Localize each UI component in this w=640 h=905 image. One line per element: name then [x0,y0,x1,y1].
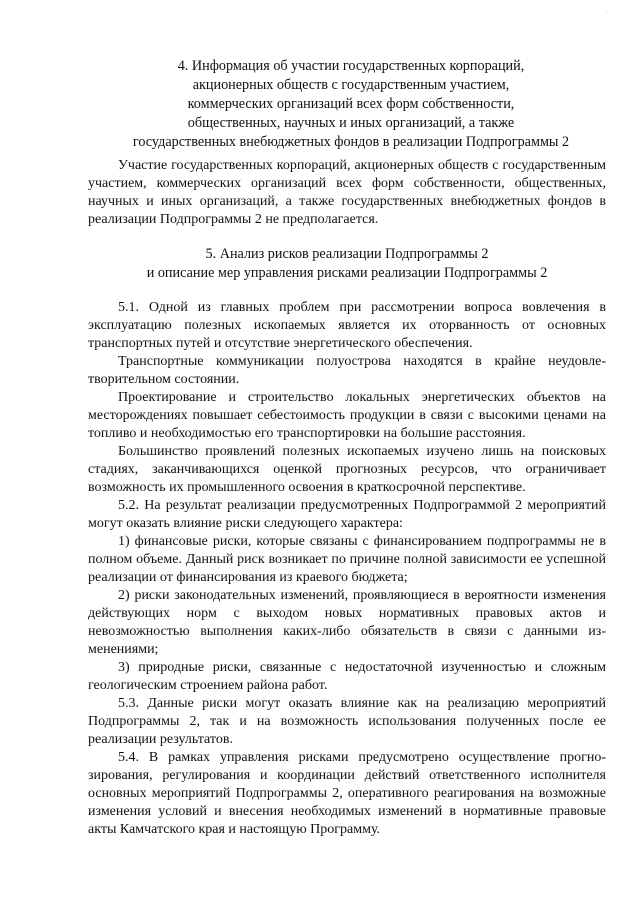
paragraph-minerals: Большинство проявлений полезных ископаемых изучено лишь на поисковых стадиях, заканчивающихся оценкой прогнозных ресурсов, что ограничивает возможность их промышленного освоения в краткосрочной перспективе. [88,444,606,495]
section-5-body [88,299,606,839]
paragraph-energy: Проектирование и строительство локальных энергетических объектов на месторождениях повышает себестоимость продукции в связи с высокими ценами на топливо и необходимостью его транспортировки на большие расстояния. [88,390,606,441]
section-5-heading-line: и описание мер управления рисками реализации Подпрограммы 2 [146,265,548,281]
paragraph-5-3: 5.3. Данные риски могут оказать влияние как на реализацию мероприятий Подпрограммы 2, так и на возможность использования полученных после ее реализации результатов. [88,696,606,747]
paragraph-5-4: 5.4. В рамках управления рисками предусмотрено осуществление прогнозирования, регулирования и координации действий ответственного исполнителя основных мероприятий Подпрограммы 2, оперативного реагирования на возможные изменения условий и внесения необходимых изменений в нормативные правовые акты Камчатского края и настоящую Программу. [88,750,606,837]
section-5-heading-line: 5. Анализ рисков реализации Подпрограммы 2 [205,246,489,262]
paragraph-risk-natural: 3) природные риски, связанные с недостаточной изученностью и сложным геологическим строением района работ. [88,660,606,693]
section-4-heading-line: общественных, научных и иных организаций, а также [187,115,515,131]
section-4-heading-line: 4. Информация об участии государственных корпораций, [177,58,525,74]
paragraph-risk-legislative: 2) риски законодательных изменений, проявляющиеся в вероятности изменения действующих норм с выходом новых нормативных правовых актов и невозможностью выполнения каких-либо обязательств в связи с данными изменениями; [88,588,606,657]
section-5-heading [88,245,606,283]
paragraph-risk-financial: 1) финансовые риски, которые связаны с финансированием подпрограммы не в полном объеме. Данный риск возникает по причине полной зависимости ее успешной реализации от финансирования из краевого бюджета; [88,534,606,585]
section-4-heading-line: государственных внебюджетных фондов в реализации Подпрограммы 2 [132,134,570,150]
section-4-paragraph: Участие государственных корпораций, акционерных обществ с государственным участием, коммерческих организаций всех форм собственности, общественных, научных и иных организаций, а также государственных внебюджетных фондов в реализации Подпрограммы 2 не предполагается. [88,158,606,227]
section-4-body [88,157,606,229]
section-4-heading-line: коммерческих организаций всех форм собственности, [187,96,515,112]
paragraph-5-1: 5.1. Одной из главных проблем при рассмотрении вопроса вовлечения в эксплуатацию полезных ископаемых является их оторванность от основных транспортных путей и отсутствие энергетического обеспечения. [88,300,606,351]
section-4-heading-line: акционерных обществ с государственным участием, [192,77,510,93]
section-4-heading [92,57,610,152]
paragraph-transport: Транспортные коммуникации полуострова находятся в крайне неудовлетворительном состоянии. [88,354,606,387]
paragraph-5-2: 5.2. На результат реализации предусмотренных Подпрограммой 2 мероприятий могут оказать влияние риски следующего характера: [88,498,606,531]
scan-corner-mark: · [606,10,608,16]
